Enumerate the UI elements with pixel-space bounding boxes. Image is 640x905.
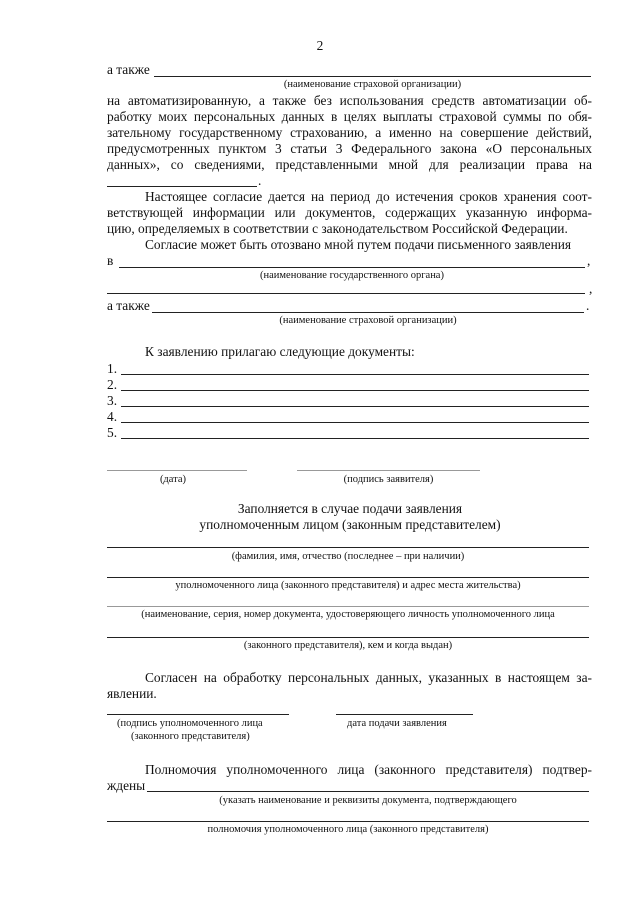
right-field-line[interactable] — [107, 186, 257, 187]
attachment-line-2[interactable] — [121, 390, 589, 391]
representative-doc-line-2[interactable] — [107, 637, 589, 638]
gov-body-caption: (наименование государственного органа) — [260, 270, 444, 281]
authority-field-line-1[interactable] — [147, 791, 589, 792]
signature-field-line[interactable] — [297, 470, 480, 471]
attachment-line-1[interactable] — [121, 374, 589, 375]
revoke-period: . — [586, 298, 590, 313]
consent-period-line-1: Настоящее согласие дается на период до истечения сроков хранения соот- — [145, 189, 592, 204]
gov-body-field-line[interactable] — [119, 267, 585, 268]
representative-address-line[interactable] — [107, 577, 589, 578]
attachment-line-4[interactable] — [121, 422, 589, 423]
representative-heading-line-1: Заполняется в случае подачи заявления — [237, 501, 463, 516]
insurer-caption: (наименование страховой организации) — [283, 79, 462, 90]
rep-signature-line[interactable] — [107, 714, 289, 715]
date-field-line[interactable] — [107, 470, 247, 471]
attachment-line-5[interactable] — [121, 438, 589, 439]
para-end-period: . — [258, 173, 262, 188]
representative-doc-caption-2: (законного представителя), кем и когда выдан) — [243, 640, 453, 651]
revoke-comma-2: , — [589, 281, 593, 296]
consent-period-line-3: цию, определяемых в соответствии с законодательством Российской Федерации. — [107, 221, 568, 236]
revoke-comma-1: , — [587, 253, 591, 268]
attachment-number-2: 2. — [107, 377, 118, 392]
attachment-number-1: 1. — [107, 361, 118, 376]
revoke-text: Согласие может быть отозвано мной путем подачи письменного заявления — [145, 237, 572, 252]
para-line-5: данных», со сведениями, представленными мной для реализации права на — [107, 157, 592, 172]
submission-date-caption: дата подачи заявления — [347, 718, 447, 729]
signature-caption: (подпись заявителя) — [343, 474, 434, 485]
revoke-insurer-caption: (наименование страховой организации) — [279, 315, 457, 326]
authority-line-1: Полномочия уполномоченного лица (законного представителя) подтвер- — [145, 762, 592, 777]
attachments-heading: К заявлению прилагаю следующие документы: — [145, 344, 415, 359]
gov-body-field-line-2[interactable] — [107, 293, 585, 294]
authority-caption-2: полномочия уполномоченного лица (законного представителя) — [207, 824, 489, 835]
attachment-number-4: 4. — [107, 409, 118, 424]
agreement-line-2: явлении. — [107, 686, 157, 701]
para-line-3: зательному государственному страхованию, а именно на совершение действий, — [107, 125, 592, 140]
date-caption: (дата) — [159, 474, 187, 485]
para-line-1: на автоматизированную, а также без использования средств автоматизации об- — [107, 93, 592, 108]
rep-signature-caption-2: (законного представителя) — [131, 731, 250, 742]
revoke-insurer-field-line[interactable] — [152, 312, 584, 313]
representative-fio-caption: (фамилия, имя, отчество (последнее – при наличии) — [231, 551, 465, 562]
page-number: 2 — [316, 38, 324, 53]
attachment-number-5: 5. — [107, 425, 118, 440]
representative-address-caption: уполномоченного лица (законного представителя) и адрес места жительства) — [175, 580, 521, 591]
authority-line-2: ждены — [107, 778, 146, 793]
representative-heading-line-2: уполномоченным лицом (законным представителем) — [199, 517, 501, 532]
consent-period-line-2: ветствующей информации или документов, содержащих указанную информа- — [107, 205, 592, 220]
rep-signature-caption-1: (подпись уполномоченного лица — [117, 718, 263, 729]
para-line-4: предусмотренных пунктом 3 статьи 3 Федерального закона «О персональных — [107, 141, 592, 156]
attachment-number-3: 3. — [107, 393, 118, 408]
agreement-line-1: Согласен на обработку персональных данных, указанных в настоящем за- — [145, 670, 592, 685]
submission-date-line[interactable] — [336, 714, 473, 715]
insurer-field-line[interactable] — [154, 76, 591, 77]
authority-field-line-2[interactable] — [107, 821, 589, 822]
also-label: а также — [107, 62, 150, 77]
representative-doc-line-1[interactable] — [107, 606, 589, 607]
representative-fio-line[interactable] — [107, 547, 589, 548]
representative-doc-caption-1: (наименование, серия, номер документа, удостоверяющего личность уполномоченного лица — [141, 609, 555, 620]
authority-caption-1: (указать наименование и реквизиты документа, подтверждающего — [219, 795, 517, 806]
para-line-2: работку моих персональных данных в целях выплаты страховой суммы по обя- — [107, 109, 592, 124]
revoke-in-label: в — [107, 253, 114, 268]
attachment-line-3[interactable] — [121, 406, 589, 407]
revoke-also-label: а также — [107, 298, 150, 313]
